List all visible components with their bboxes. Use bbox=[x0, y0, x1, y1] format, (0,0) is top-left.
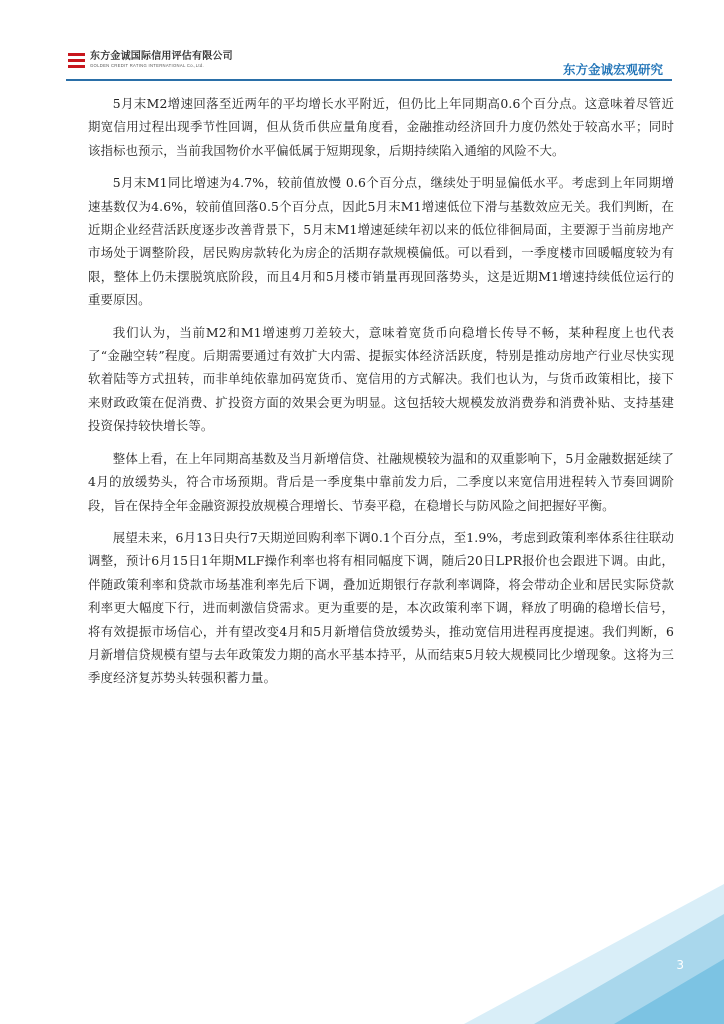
logo-company-name-en: GOLDEN CREDIT RATING INTERNATIONAL Co.,Ltd. bbox=[90, 63, 204, 69]
body-paragraph: 5月末M2增速回落至近两年的平均增长水平附近，但仍比上年同期高0.6个百分点。这意味着尽管近期宽信用过程出现季节性回调，但从货币供应量角度看，金融推动经济回升力度仍然处于较高水平；同时该指标也预示，当前我国物价水平偏低属于短期现象，后期持续陷入通缩的风险不大。 bbox=[88, 96, 674, 158]
header-brand-title: 东方金诚宏观研究 bbox=[562, 62, 663, 77]
corner-decoration bbox=[464, 884, 724, 1024]
logo-company-name: 东方金诚国际信用评估有限公司 bbox=[90, 51, 233, 63]
company-logo bbox=[68, 52, 233, 69]
logo-text bbox=[90, 52, 233, 68]
document-body bbox=[88, 92, 674, 699]
body-paragraph: 我们认为，当前M2和M1增速剪刀差较大，意味着宽货币向稳增长传导不畅，某种程度上也代表了“金融空转”程度。后期需要通过有效扩大内需、提振实体经济活跃度，特别是推动房地产行业尽快实现软着陆等方式扭转，而非单纯依靠加码宽货币、宽信用的方式解决。我们也认为，与货币政策相比，接下来财政政策在促消费、扩投资方面的效果会更为明显。这包括较大规模发放消费券和消费补贴、支持基建投资保持较快增长等。 bbox=[88, 324, 674, 434]
body-paragraph: 整体上看，在上年同期高基数及当月新增信贷、社融规模较为温和的双重影响下，5月金融数据延续了4月的放缓势头，符合市场预期。背后是一季度集中靠前发力后，二季度以来宽信用进程转入节奏回调阶段，旨在保持全年金融资源投放规模合理增长、节奏平稳，在稳增长与防风险之间把握好平衡。 bbox=[88, 450, 674, 513]
header-divider bbox=[66, 79, 672, 81]
page-number: 3 bbox=[676, 958, 684, 972]
logo-mark-icon bbox=[68, 52, 85, 69]
body-paragraph: 5月末M1同比增速为4.7%，较前值放慢 0.6个百分点，继续处于明显偏低水平。考虑到上年同期增速基数仅为4.6%，较前值回落0.5个百分点，因此5月末M1增速低位下滑与基数效应无关。我们判断，在近期企业经营活跃度逐步改善背景下，5月末M1增速延续年初以来的低位徘徊局面，主要源于当前房地产市场处于调整阶段，居民购房款转化为房企的活期存款规模偏低。可以看到，一季度楼市回暖幅度较为有限，整体上仍未摆脱筑底阶段，而且4月和5月楼市销量再现回落势头，这是近期M1增速持续低位运行的重要原因。 bbox=[88, 175, 674, 308]
page-header bbox=[0, 0, 724, 80]
body-paragraph: 展望未来，6月13日央行7天期逆回购利率下调0.1个百分点，至1.9%，考虑到政策利率体系往往联动调整，预计6月15日1年期MLF操作利率也将有相同幅度下调，随后20日LPR报价也会跟进下调。由此，伴随政策利率和贷款市场基准利率先后下调，叠加近期银行存款利率调降，将会带动企业和居民实际贷款利率更大幅度下行，进而刺激信贷需求。更为重要的是，本次政策利率下调，释放了明确的稳增长信号，将有效提振市场信心，并有望改变4月和5月新增信贷放缓势头，推动宽信用进程再度提速。我们判断，6月新增信贷规模有望与去年政策发力期的高水平基本持平，从而结束5月较大规模同比少增现象。这将为三季度经济复苏势头转强积蓄力量。 bbox=[88, 529, 674, 686]
